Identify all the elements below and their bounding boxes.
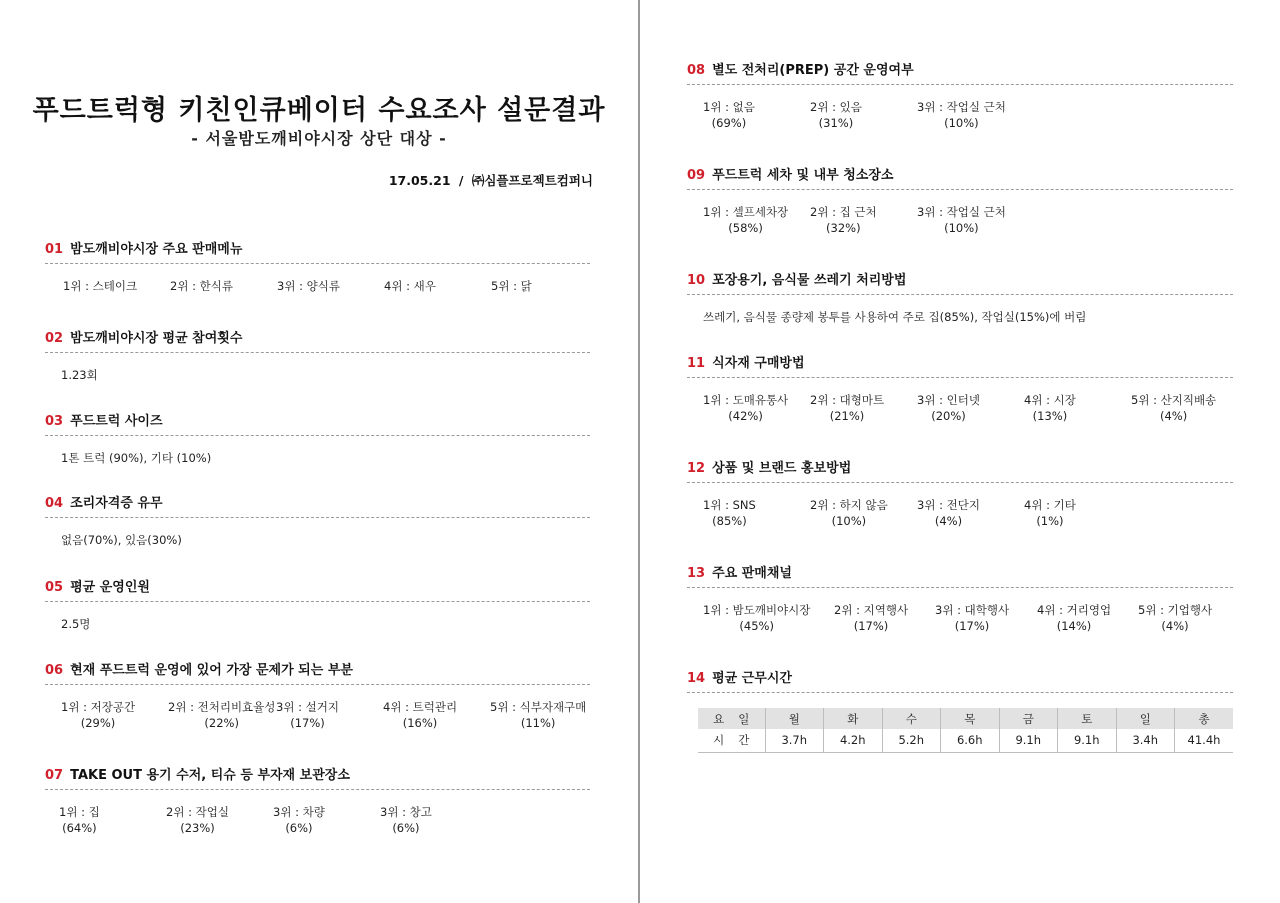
section-heading	[687, 667, 1233, 693]
rank-label: 4위 : 거리영업	[1037, 603, 1112, 617]
section-number: 03	[45, 414, 64, 429]
rank-label: 5위 : 산지직배송	[1131, 393, 1217, 407]
rank-item	[170, 278, 233, 294]
section-q05	[45, 576, 590, 632]
left-page	[0, 0, 638, 903]
table-row	[698, 729, 1233, 752]
rank-label: 2위 : 집 근처	[810, 205, 877, 219]
section-number: 08	[687, 63, 706, 78]
rank-label: 1위 : 밤도깨비야시장	[703, 603, 811, 617]
section-heading	[687, 164, 1233, 190]
table-cell: 3.4h	[1116, 729, 1175, 752]
section-number: 06	[45, 663, 64, 678]
rank-label: 3위 : 대학행사	[935, 603, 1010, 617]
rank-percent: (14%)	[1056, 619, 1092, 633]
rank-item	[917, 497, 980, 529]
rank-percent: (4%)	[934, 514, 963, 528]
section-answer: 2.5명	[61, 617, 91, 631]
rank-label: 1위 : 집	[59, 805, 100, 819]
rank-item	[491, 278, 532, 294]
rank-item	[703, 602, 810, 634]
rank-label: 5위 : 닭	[491, 279, 532, 293]
right-page	[642, 0, 1280, 903]
rank-item	[277, 278, 340, 294]
rank-percent: (69%)	[711, 116, 747, 130]
section-number: 05	[45, 580, 64, 595]
table-header-cell: 토	[1058, 708, 1117, 729]
section-number: 07	[45, 768, 64, 783]
rank-item	[703, 392, 788, 424]
table-header-cell: 화	[824, 708, 883, 729]
rank-label: 4위 : 시장	[1024, 393, 1076, 407]
section-q14	[687, 667, 1233, 753]
section-number: 01	[45, 242, 64, 257]
rank-item	[1024, 497, 1076, 529]
section-number: 11	[687, 356, 706, 371]
rank-list	[45, 699, 590, 733]
table-cell: 6.6h	[941, 729, 1000, 752]
rank-percent: (58%)	[728, 221, 763, 235]
date-separator: /	[458, 173, 464, 188]
rank-percent: (13%)	[1032, 409, 1068, 423]
section-heading	[45, 576, 590, 602]
section-heading	[45, 327, 590, 353]
rank-percent: (29%)	[80, 716, 116, 730]
section-heading	[687, 59, 1233, 85]
table-cell: 3.7h	[765, 729, 824, 752]
rank-item	[810, 99, 862, 131]
table-header-cell: 목	[941, 708, 1000, 729]
rank-percent: (32%)	[826, 221, 861, 235]
section-title: 푸드트럭 사이즈	[70, 414, 163, 429]
section-title: 밤도깨비야시장 평균 참여횟수	[70, 331, 243, 346]
rank-label: 1위 : 셀프세차장	[703, 205, 789, 219]
rank-item	[935, 602, 1009, 634]
rank-label: 3위 : 양식류	[277, 279, 340, 293]
section-number: 10	[687, 273, 706, 288]
section-title: 포장용기, 음식물 쓰레기 처리방법	[712, 273, 907, 288]
section-title: 밤도깨비야시장 주요 판매메뉴	[70, 242, 243, 257]
section-title: 푸드트럭 세차 및 내부 청소장소	[712, 168, 894, 183]
rank-item	[810, 497, 888, 529]
rank-label: 4위 : 새우	[384, 279, 436, 293]
table-cell: 9.1h	[999, 729, 1058, 752]
rank-item	[166, 804, 229, 836]
section-q02	[45, 327, 590, 383]
section-heading	[45, 238, 590, 264]
rank-item	[273, 804, 325, 836]
report-date: 17.05.21	[388, 173, 451, 188]
rank-item	[703, 99, 755, 131]
rank-item	[59, 804, 100, 836]
table-header-label: 요일	[698, 708, 765, 729]
section-number: 09	[687, 168, 706, 183]
rank-item	[917, 99, 1006, 131]
section-q06	[45, 659, 590, 733]
rank-percent: (21%)	[829, 409, 865, 423]
section-q03	[45, 410, 590, 466]
rank-item	[380, 804, 432, 836]
date-company-line	[389, 171, 593, 189]
rank-item	[168, 699, 275, 731]
rank-item	[810, 204, 877, 236]
section-title: 조리자격증 유무	[70, 496, 163, 511]
section-title: 별도 전처리(PREP) 공간 운영여부	[712, 63, 914, 78]
section-title: 현재 푸드트럭 운영에 있어 가장 문제가 되는 부분	[70, 663, 353, 678]
rank-percent: (20%)	[931, 409, 966, 423]
rank-label: 3위 : 설거지	[276, 700, 339, 714]
rank-label: 5위 : 식부자재구매	[490, 700, 587, 714]
rank-item	[1037, 602, 1111, 634]
section-title: 식자재 구매방법	[712, 356, 805, 371]
section-heading	[687, 352, 1233, 378]
rank-item	[61, 699, 135, 731]
rank-item	[276, 699, 339, 731]
table-header-cell: 총	[1175, 708, 1234, 729]
section-answer: 1.23회	[61, 368, 98, 382]
report-subtitle: - 서울밤도깨비야시장 상단 대상 -	[191, 129, 447, 148]
rank-percent: (10%)	[944, 221, 979, 235]
rank-list	[687, 497, 1233, 531]
rank-item	[834, 602, 908, 634]
section-q12	[687, 457, 1233, 531]
section-title: 평균 근무시간	[712, 671, 792, 686]
table-header-cell: 일	[1116, 708, 1175, 729]
working-hours-table	[698, 708, 1233, 753]
rank-item	[490, 699, 586, 731]
rank-percent: (85%)	[712, 514, 747, 528]
rank-percent: (4%)	[1161, 619, 1189, 633]
section-title: TAKE OUT 용기 수저, 티슈 등 부자재 보관장소	[70, 768, 350, 783]
rank-label: 3위 : 차량	[273, 805, 325, 819]
section-answer: 없음(70%), 있음(30%)	[61, 533, 182, 547]
rank-item	[1024, 392, 1076, 424]
rank-label: 1위 : 없음	[703, 100, 755, 114]
section-number: 12	[687, 461, 706, 476]
section-heading	[45, 492, 590, 518]
rank-label: 3위 : 작업실 근처	[917, 205, 1006, 219]
rank-item	[384, 278, 436, 294]
section-q08	[687, 59, 1233, 133]
rank-list	[45, 278, 590, 296]
section-q11	[687, 352, 1233, 426]
section-heading	[687, 457, 1233, 483]
rank-label: 1위 : 저장공간	[61, 700, 136, 714]
section-number: 13	[687, 566, 706, 581]
company-name: ㈜심플프로젝트컴퍼니	[471, 173, 593, 188]
rank-label: 3위 : 인터넷	[917, 393, 980, 407]
section-number: 14	[687, 671, 706, 686]
section-title: 상품 및 브랜드 홍보방법	[712, 461, 852, 476]
section-heading	[45, 764, 590, 790]
rank-percent: (10%)	[831, 514, 867, 528]
rank-label: 3위 : 작업실 근처	[917, 100, 1006, 114]
table-cell: 5.2h	[882, 729, 941, 752]
rank-percent: (6%)	[285, 821, 313, 835]
rank-label: 2위 : 있음	[810, 100, 862, 114]
rank-item	[703, 497, 756, 529]
section-number: 04	[45, 496, 64, 511]
rank-percent: (6%)	[392, 821, 420, 835]
page-divider	[638, 0, 640, 903]
table-header-cell: 수	[882, 708, 941, 729]
rank-item	[1138, 602, 1212, 634]
rank-label: 2위 : 지역행사	[834, 603, 909, 617]
rank-list	[687, 602, 1233, 636]
rank-percent: (23%)	[180, 821, 215, 835]
table-cell: 41.4h	[1175, 729, 1234, 752]
rank-label: 2위 : 대형마트	[810, 393, 885, 407]
rank-percent: (17%)	[853, 619, 889, 633]
section-title: 평균 운영인원	[70, 580, 150, 595]
rank-percent: (11%)	[520, 716, 556, 730]
rank-percent: (4%)	[1159, 409, 1188, 423]
report-title: 푸드트럭형 키친인큐베이터 수요조사 설문결과	[32, 95, 606, 126]
rank-item	[810, 392, 884, 424]
table-cell: 4.2h	[824, 729, 883, 752]
table-cell: 9.1h	[1058, 729, 1117, 752]
rank-percent: (1%)	[1036, 514, 1064, 528]
rank-label: 3위 : 전단지	[917, 498, 980, 512]
rank-list	[687, 392, 1233, 426]
rank-label: 3위 : 창고	[380, 805, 432, 819]
rank-percent: (17%)	[954, 619, 990, 633]
rank-percent: (17%)	[290, 716, 325, 730]
section-heading	[687, 269, 1233, 295]
rank-label: 5위 : 기업행사	[1138, 603, 1213, 617]
rank-label: 2위 : 하지 않음	[810, 498, 888, 512]
rank-list	[687, 99, 1233, 133]
rank-item	[1131, 392, 1216, 424]
rank-percent: (31%)	[818, 116, 854, 130]
rank-percent: (10%)	[944, 116, 979, 130]
rank-percent: (45%)	[739, 619, 774, 633]
rank-label: 1위 : 도매유통사	[703, 393, 789, 407]
table-header-cell: 월	[765, 708, 824, 729]
section-answer: 1톤 트럭 (90%), 기타 (10%)	[61, 451, 212, 465]
rank-percent: (16%)	[402, 716, 438, 730]
rank-percent: (22%)	[204, 716, 239, 730]
rank-list	[45, 804, 590, 838]
rank-label: 4위 : 기타	[1024, 498, 1076, 512]
rank-item	[63, 278, 137, 294]
rank-list	[687, 204, 1233, 238]
section-q09	[687, 164, 1233, 238]
rank-item	[917, 204, 1006, 236]
section-heading	[45, 659, 590, 685]
section-q10	[687, 269, 1233, 325]
section-q13	[687, 562, 1233, 636]
table-header-row	[698, 708, 1233, 729]
rank-label: 4위 : 트럭관리	[383, 700, 458, 714]
section-number: 02	[45, 331, 64, 346]
section-title: 주요 판매채널	[712, 566, 792, 581]
rank-item	[917, 392, 980, 424]
rank-item	[383, 699, 457, 731]
rank-label: 2위 : 한식류	[170, 279, 233, 293]
rank-label: 2위 : 작업실	[166, 805, 229, 819]
section-q07	[45, 764, 590, 838]
section-heading	[45, 410, 590, 436]
section-heading	[687, 562, 1233, 588]
rank-item	[703, 204, 788, 236]
section-q01	[45, 238, 590, 296]
section-q04	[45, 492, 590, 548]
rank-label: 1위 : SNS	[703, 498, 756, 512]
rank-label: 1위 : 스테이크	[63, 279, 138, 293]
rank-percent: (42%)	[728, 409, 763, 423]
table-header-cell: 금	[999, 708, 1058, 729]
table-row-label: 시간	[698, 729, 765, 752]
section-answer: 쓰레기, 음식물 종량제 봉투를 사용하여 주로 집(85%), 작업실(15%)에 버림	[703, 310, 1087, 324]
rank-percent: (64%)	[62, 821, 97, 835]
rank-label: 2위 : 전처리비효율성	[168, 700, 276, 714]
